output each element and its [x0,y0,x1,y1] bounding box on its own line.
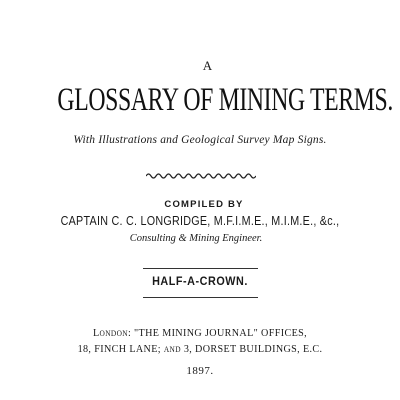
publisher-address-a: 18, FINCH LANE; [77,343,161,355]
publication-year: 1897. [186,365,214,377]
title-article: A [202,58,214,73]
publisher-address-b: 3, DORSET BUILDINGS, E.C. [183,343,323,355]
wavy-rule-ornament [146,172,256,180]
price-rule-bottom [143,297,258,298]
author-profession: Consulting & Mining Engineer. [129,233,263,244]
compiled-by-label: COMPILED BY [164,199,244,210]
publisher-and: and [160,343,184,355]
price-rule-top [143,268,258,269]
publisher-name: "THE MINING JOURNAL" OFFICES, [131,327,308,339]
book-subtitle: With Illustrations and Geological Survey Map Signs. [73,134,327,146]
book-title: GLOSSARY OF MINING TERMS. [57,82,393,118]
author-name: CAPTAIN C. C. LONGRIDGE, M.F.I.M.E., M.I.M.E., &c., [60,214,340,228]
publisher-line-1 [16,327,384,339]
publisher-city: London: [92,327,132,339]
publisher-line-2 [16,343,384,355]
price-label: HALF-A-CROWN. [152,274,248,288]
